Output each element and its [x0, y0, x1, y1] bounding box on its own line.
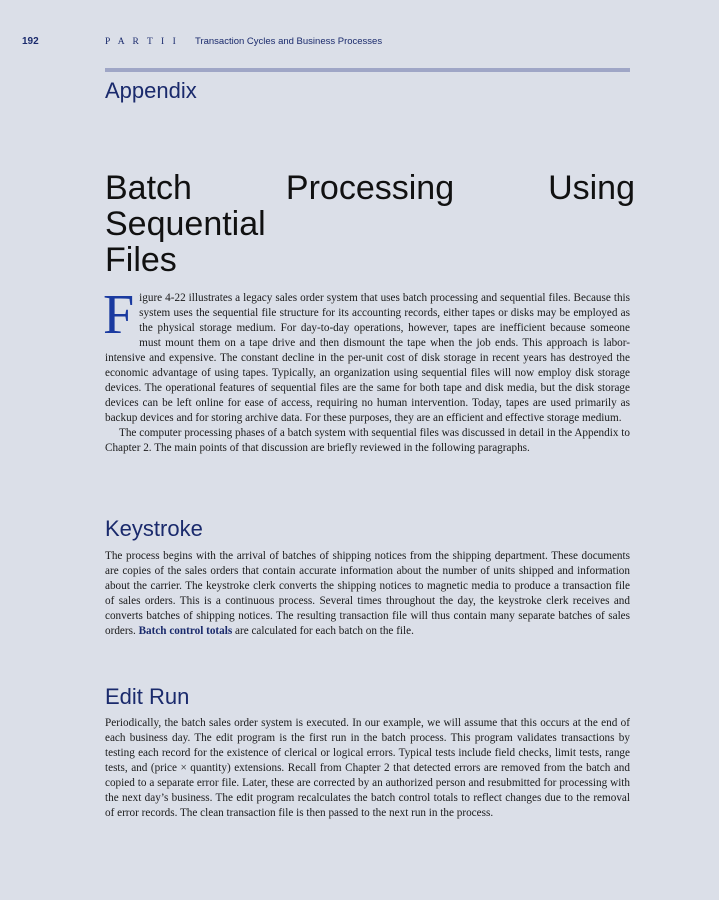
header-rule [105, 68, 630, 72]
chapter-title [105, 170, 635, 278]
key-term-batch-control-totals: Batch control totals [138, 625, 233, 637]
edit-run-heading: Edit Run [105, 684, 190, 709]
keystroke-text-before: The process begins with the arrival of batches of shipping notices from the shipping department. These documents are copies of the sales orders that contain accurate information about the number of units shipped and information about the carrier. The keystroke clerk converts the shipping notices to magnetic media to produce a transaction file of sales orders. This is a continuous process. Several times throughout the day, the keystroke clerk receives and converts batches of shipping notices. The resulting transaction file will thus contain many separate batches of sales orders. [105, 550, 630, 637]
drop-cap: F [103, 284, 135, 346]
keystroke-heading: Keystroke [105, 516, 203, 541]
part-label: P A R T I I [105, 37, 179, 47]
keystroke-paragraph [105, 549, 630, 639]
running-header-title: Transaction Cycles and Business Processes [195, 36, 383, 47]
chapter-title-line1: Batch Processing Using Sequential [105, 169, 635, 243]
intro-section [103, 284, 630, 456]
page-number: 192 [22, 36, 39, 47]
keystroke-text-after: are calculated for each batch on the file. [235, 625, 414, 637]
intro-paragraph-1: igure 4-22 illustrates a legacy sales order system that uses batch processing and sequential files. Because this system uses the sequential file structure for its accounting records, either tapes or disks may be employed as the physical storage medium. For day-to-day operations, however, tapes are inefficient because someone must mount them on a tape drive and then dismount the tape when the job ends. This approach is labor-intensive and expensive. The constant decline in the per-unit cost of disk storage in recent years has destroyed the economic advantage of using tapes. Typically, an organization using sequential files will now employ disk storage devices. The operational features of sequential files are the same for both tape and disk media, but the disk storage devices can be left online for ease of access, requiring no human intervention. Today, tapes are used primarily as backup devices and for storing archive data. For these purposes, they are an efficient and effective storage medium. [105, 292, 630, 424]
chapter-title-line2: Files [105, 241, 177, 279]
intro-paragraph-2: The computer processing phases of a batch system with sequential files was discussed in detail in the Appendix to Chapter 2. The main points of that discussion are briefly reviewed in the following paragraphs. [105, 427, 630, 454]
edit-run-paragraph: Periodically, the batch sales order system is executed. In our example, we will assume that this occurs at the end of each business day. The edit program is the first run in the batch process. This program validates transactions by testing each record for the existence of clerical or logical errors. Typical tests include field checks, limit tests, range tests, and (price × quantity) extensions. Recall from Chapter 2 that detected errors are removed from the batch and copied to a separate error file. Later, these are corrected by an authorized person and resubmitted for processing with the next day’s business. The edit program recalculates the batch control totals to reflect changes due to the removal of error records. The clean transaction file is then passed to the next run in the process. [105, 717, 630, 819]
appendix-label: Appendix [105, 78, 197, 103]
